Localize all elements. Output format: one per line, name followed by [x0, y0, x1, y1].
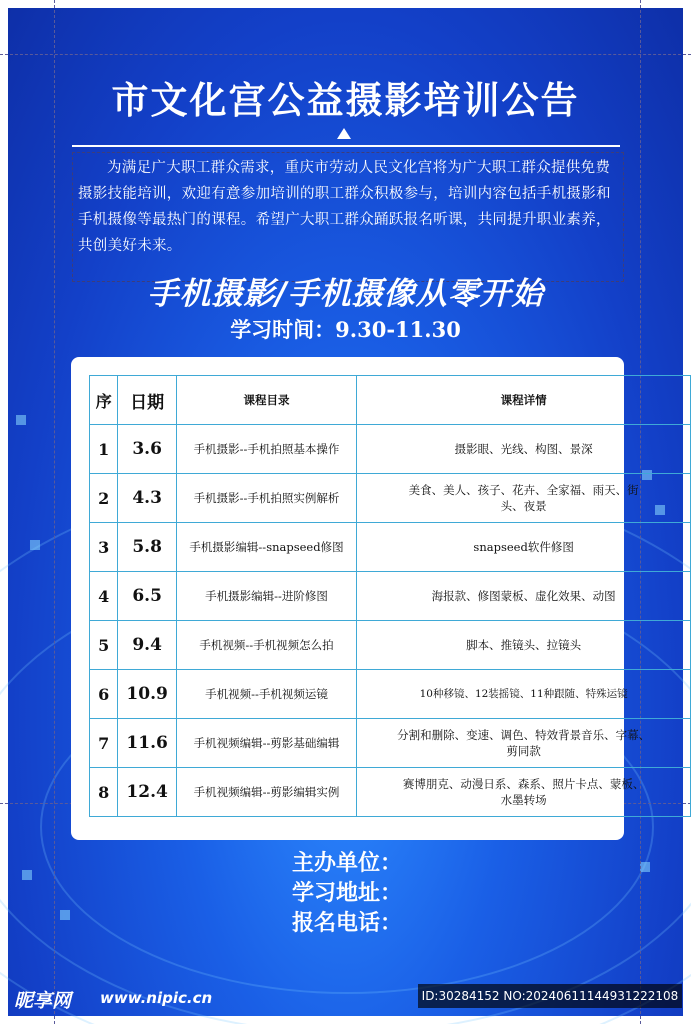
table-row: [90, 572, 691, 621]
address-label: 学习地址：: [292, 881, 403, 906]
decorative-square: [30, 540, 40, 550]
header-catalog: 课程目录: [176, 376, 356, 425]
row-date: 10.9: [118, 670, 176, 719]
row-detail: snapseed软件修图: [357, 523, 691, 572]
phone-label: 报名电话：: [292, 911, 403, 936]
row-index: 6: [90, 670, 118, 719]
row-index: 2: [90, 474, 118, 523]
row-index: 1: [90, 425, 118, 474]
watermark-id: ID:30284152 NO:20240611144931222108: [418, 984, 682, 1008]
crop-guide: [0, 54, 691, 55]
decorative-square: [22, 870, 32, 880]
contact-info: [292, 849, 402, 939]
schedule-time: 学习时间：9.30-11.30: [230, 317, 461, 342]
table-row: [90, 670, 691, 719]
course-table: [89, 375, 691, 817]
row-index: 7: [90, 719, 118, 768]
watermark-logo: 昵享网: [14, 990, 72, 1012]
row-detail: 摄影眼、光线、构图、景深: [357, 425, 691, 474]
row-index: 3: [90, 523, 118, 572]
table-row: [90, 425, 691, 474]
organizer-label: 主办单位：: [292, 851, 403, 876]
course-subtitle: 手机摄影/手机摄像从零开始: [147, 276, 544, 312]
row-index: 5: [90, 621, 118, 670]
row-catalog: 手机视频--手机视频运镜: [176, 670, 356, 719]
row-catalog: 手机视频编辑--剪影编辑实例: [176, 768, 356, 817]
header-index: 序: [90, 376, 118, 425]
table-row: [90, 768, 691, 817]
intro-paragraph: 为满足广大职工群众需求，重庆市劳动人民文化宫将为广大职工群众提供免费摄影技能培训，欢迎有意参加培训的职工群众积极参与，培训内容包括手机摄影和手机摄像等最热门的课程。希望广大职工群众踊跃报名听课，共同提升职业素养，共创美好未来。: [78, 160, 611, 254]
decorative-square: [640, 862, 650, 872]
header-detail: 课程详情: [357, 376, 691, 425]
table-row: [90, 719, 691, 768]
row-catalog: 手机摄影--手机拍照基本操作: [176, 425, 356, 474]
row-index: 8: [90, 768, 118, 817]
row-date: 6.5: [118, 572, 176, 621]
row-catalog: 手机摄影编辑--snapseed修图: [176, 523, 356, 572]
title-divider: [72, 145, 620, 147]
row-catalog: 手机摄影编辑--进阶修图: [176, 572, 356, 621]
row-date: 12.4: [118, 768, 176, 817]
watermark-url: www.nipic.cn: [100, 989, 213, 1007]
row-date: 3.6: [118, 425, 176, 474]
row-detail: 分割和删除、变速、调色、特效背景音乐、字幕、剪同款: [357, 719, 691, 768]
row-index: 4: [90, 572, 118, 621]
row-catalog: 手机摄影--手机拍照实例解析: [176, 474, 356, 523]
row-date: 5.8: [118, 523, 176, 572]
row-detail: 赛博朋克、动漫日系、森系、照片卡点、蒙板、水墨转场: [357, 768, 691, 817]
row-date: 9.4: [118, 621, 176, 670]
table-row: [90, 621, 691, 670]
page-title: 市文化宫公益摄影培训公告: [111, 78, 580, 122]
decorative-square: [60, 910, 70, 920]
table-row: [90, 523, 691, 572]
row-date: 11.6: [118, 719, 176, 768]
row-date: 4.3: [118, 474, 176, 523]
row-catalog: 手机视频编辑--剪影基础编辑: [176, 719, 356, 768]
row-detail: 10种移镜、12装摇镜、11种跟随、特殊运镜: [357, 670, 691, 719]
row-catalog: 手机视频--手机视频怎么拍: [176, 621, 356, 670]
crop-guide: [54, 0, 55, 1024]
header-date: 日期: [118, 376, 176, 425]
row-detail: 脚本、推镜头、拉镜头: [357, 621, 691, 670]
row-detail: 海报款、修图蒙板、虚化效果、动图: [357, 572, 691, 621]
triangle-marker-icon: [337, 128, 351, 139]
row-detail: 美食、美人、孩子、花卉、全家福、雨天、街头、夜景: [357, 474, 691, 523]
decorative-square: [16, 415, 26, 425]
table-row: [90, 474, 691, 523]
table-header-row: [90, 376, 691, 425]
